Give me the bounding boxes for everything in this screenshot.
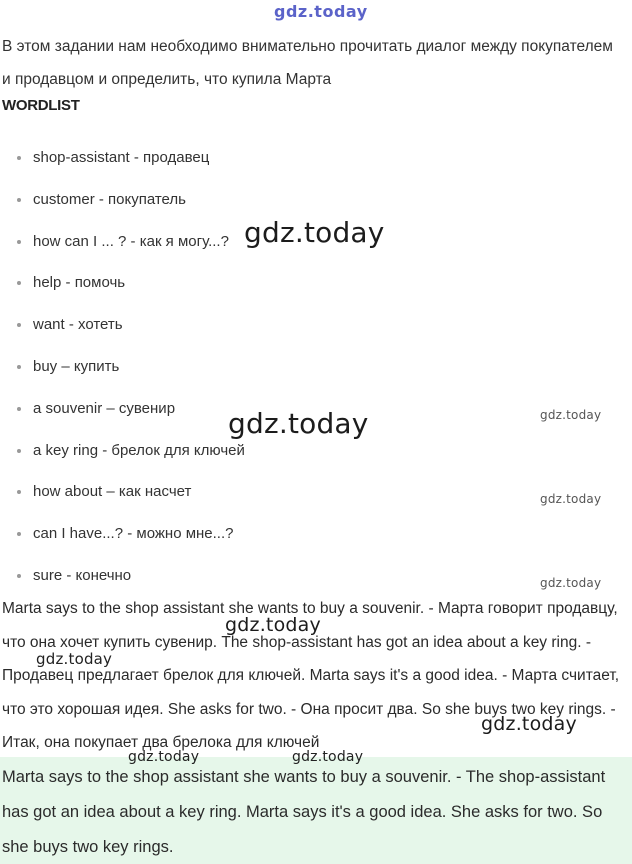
bullet-icon — [17, 323, 21, 327]
list-item-text: can I have...? - можно мне...? — [33, 525, 234, 543]
list-item-text: a souvenir – сувенир — [33, 399, 176, 417]
watermark: gdz.today — [128, 749, 200, 765]
watermark: gdz.today — [244, 216, 385, 249]
list-item — [0, 389, 245, 431]
list-item — [0, 222, 245, 264]
list-item-text: buy – купить — [33, 357, 120, 375]
bullet-icon — [17, 449, 21, 453]
list-item-text: help - помочь — [33, 274, 126, 292]
bullet-icon — [17, 490, 21, 494]
bullet-icon — [17, 407, 21, 411]
wordlist-heading: WORDLIST — [2, 97, 80, 114]
bullet-icon — [17, 365, 21, 369]
watermark: gdz.today — [36, 650, 113, 668]
bullet-icon — [17, 198, 21, 202]
intro-text: В этом задании нам необходимо внимательно прочитать диалог между покупателем и продавцом и определить, что купила Марта — [2, 38, 613, 88]
list-item-text: want - хотеть — [33, 316, 123, 334]
watermark: gdz.today — [481, 713, 577, 735]
watermark: gdz.today — [292, 749, 364, 765]
list-item — [0, 347, 245, 389]
watermark: gdz.today — [225, 614, 321, 636]
list-item-text: how about – как насчет — [33, 483, 192, 501]
bullet-icon — [17, 532, 21, 536]
watermark: gdz.today — [228, 407, 369, 440]
list-item-text: shop-assistant - продавец — [33, 149, 210, 166]
bullet-icon — [17, 156, 21, 160]
list-item — [0, 431, 245, 473]
list-item — [0, 472, 245, 514]
watermark: gdz.today — [540, 576, 602, 590]
watermark: gdz.today — [540, 492, 602, 506]
wordlist — [0, 138, 245, 598]
list-item — [0, 263, 245, 305]
list-item — [0, 180, 245, 222]
site-logo: gdz.today — [274, 2, 368, 21]
bullet-icon — [17, 281, 21, 285]
story-text: Marta says to the shop assistant she wants to buy a souvenir. - Марта говорит продавцу, что она хочет купить сувенир. The shop-assistant has got an idea about a key ring. - Продавец предлагает брелок для ключей. Marta says it's a good idea. - Марта считает, что это хорошая идея. She asks for two. - Она просит два. So she buys two key rings. - Итак, она покупает два брелока для ключей — [2, 600, 620, 751]
list-item — [0, 305, 245, 347]
bullet-icon — [17, 574, 21, 578]
bullet-icon — [17, 240, 21, 244]
list-item-text: sure - конечно — [33, 566, 132, 584]
list-item — [0, 138, 245, 180]
list-item-text: how can I ... ? - как я могу...? — [33, 232, 229, 250]
list-item-text: customer - покупатель — [33, 190, 186, 208]
list-item-text: a key ring - брелок для ключей — [33, 441, 245, 459]
answer-text: Marta says to the shop assistant she wants to buy a souvenir. - The shop-assistant has got an idea about a key ring. Marta says it's a good idea. She asks for two. So she buys two key rings. — [2, 768, 606, 856]
watermark: gdz.today — [540, 408, 602, 422]
list-item — [0, 514, 245, 556]
